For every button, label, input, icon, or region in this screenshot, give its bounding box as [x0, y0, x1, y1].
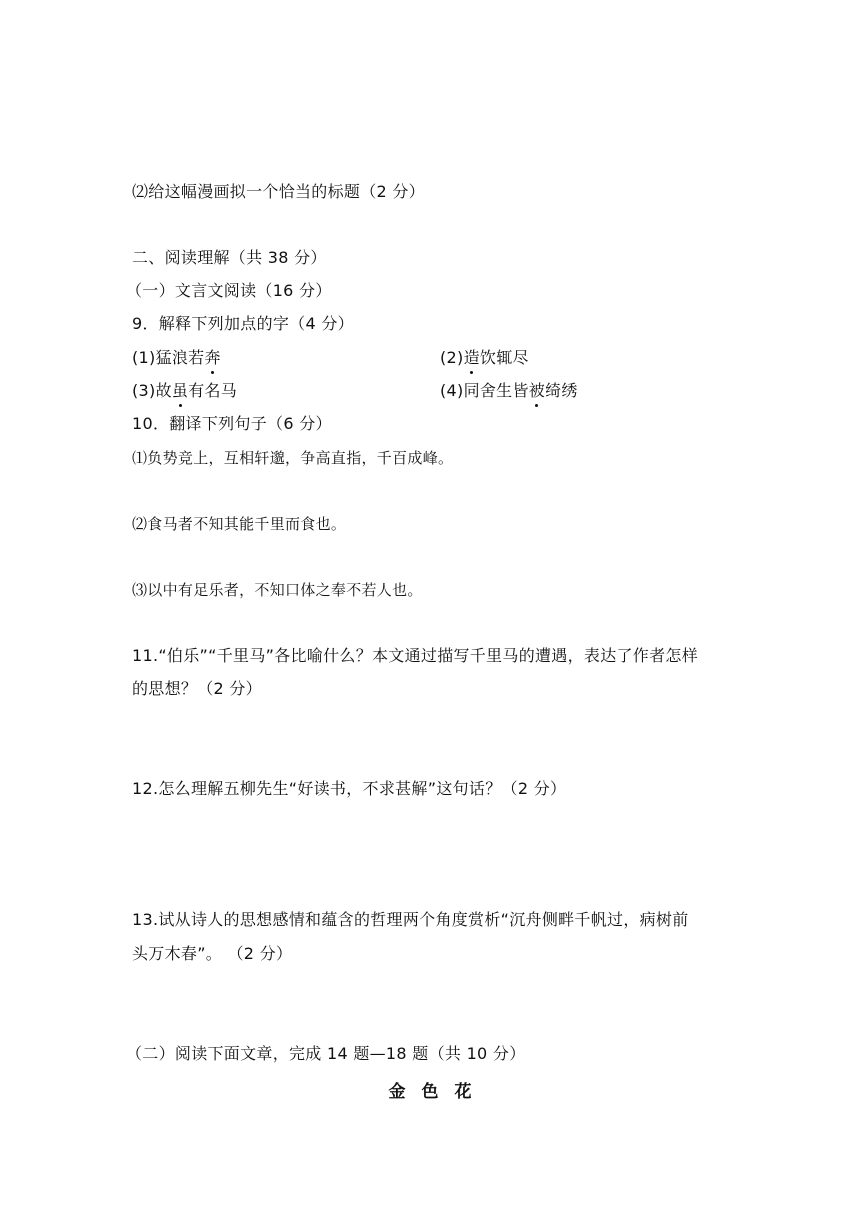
item-text: (3)故: [132, 381, 172, 400]
dotted-char: 虽: [171, 381, 189, 400]
question-10-sentence-1: ⑴负势竞上，互相轩邈，争高直指，千百成峰。: [132, 449, 454, 467]
dotted-char: 奔: [204, 348, 221, 367]
question-9-item-2: [440, 347, 529, 369]
dotted-char: 造: [463, 348, 480, 367]
question-10-sentence-2: ⑵食马者不知其能千里而食也。: [132, 515, 347, 533]
item-text: 有名马: [188, 381, 238, 400]
item-text: (2): [440, 348, 464, 367]
item-text: (4)同舍生皆: [440, 381, 529, 400]
item-text: 饮辄尽: [479, 348, 529, 367]
article-title: 金色花: [388, 1082, 488, 1102]
item-text: (1)猛浪若: [132, 348, 205, 367]
question-12: 12.怎么理解五柳先生“好读书，不求甚解”这句话？（2 分）: [132, 779, 567, 798]
question-10-sentence-3: ⑶以中有足乐者，不知口体之奉不若人也。: [132, 581, 423, 599]
part-1-header: （一）文言文阅读（16 分）: [126, 281, 332, 300]
question-10-prompt: 10．翻译下列句子（6 分）: [132, 414, 332, 433]
question-11-line-2: 的思想？（2 分）: [132, 679, 262, 698]
question-8-2: ⑵给这幅漫画拟一个恰当的标题（2 分）: [132, 182, 425, 201]
item-text: 绮绣: [545, 381, 578, 400]
question-9-item-4: [440, 380, 578, 402]
question-9-item-3: [132, 380, 237, 402]
question-9-prompt: 9．解释下列加点的字（4 分）: [132, 314, 354, 333]
question-9-item-1: [132, 347, 221, 369]
question-13-line-2: 头万木春”。 （2 分）: [132, 944, 293, 963]
question-13-line-1: 13.试从诗人的思想感情和蕴含的哲理两个角度赏析“沉舟侧畔千帆过，病树前: [132, 910, 689, 929]
part-2-header: （二）阅读下面文章，完成 14 题—18 题（共 10 分）: [126, 1044, 526, 1063]
question-11-line-1: 11.“伯乐”“千里马”各比喻什么？本文通过描写千里马的遭遇，表达了作者怎样: [132, 646, 699, 665]
dotted-char: 被: [528, 381, 546, 400]
section-2-header: 二、阅读理解（共 38 分）: [132, 248, 327, 267]
